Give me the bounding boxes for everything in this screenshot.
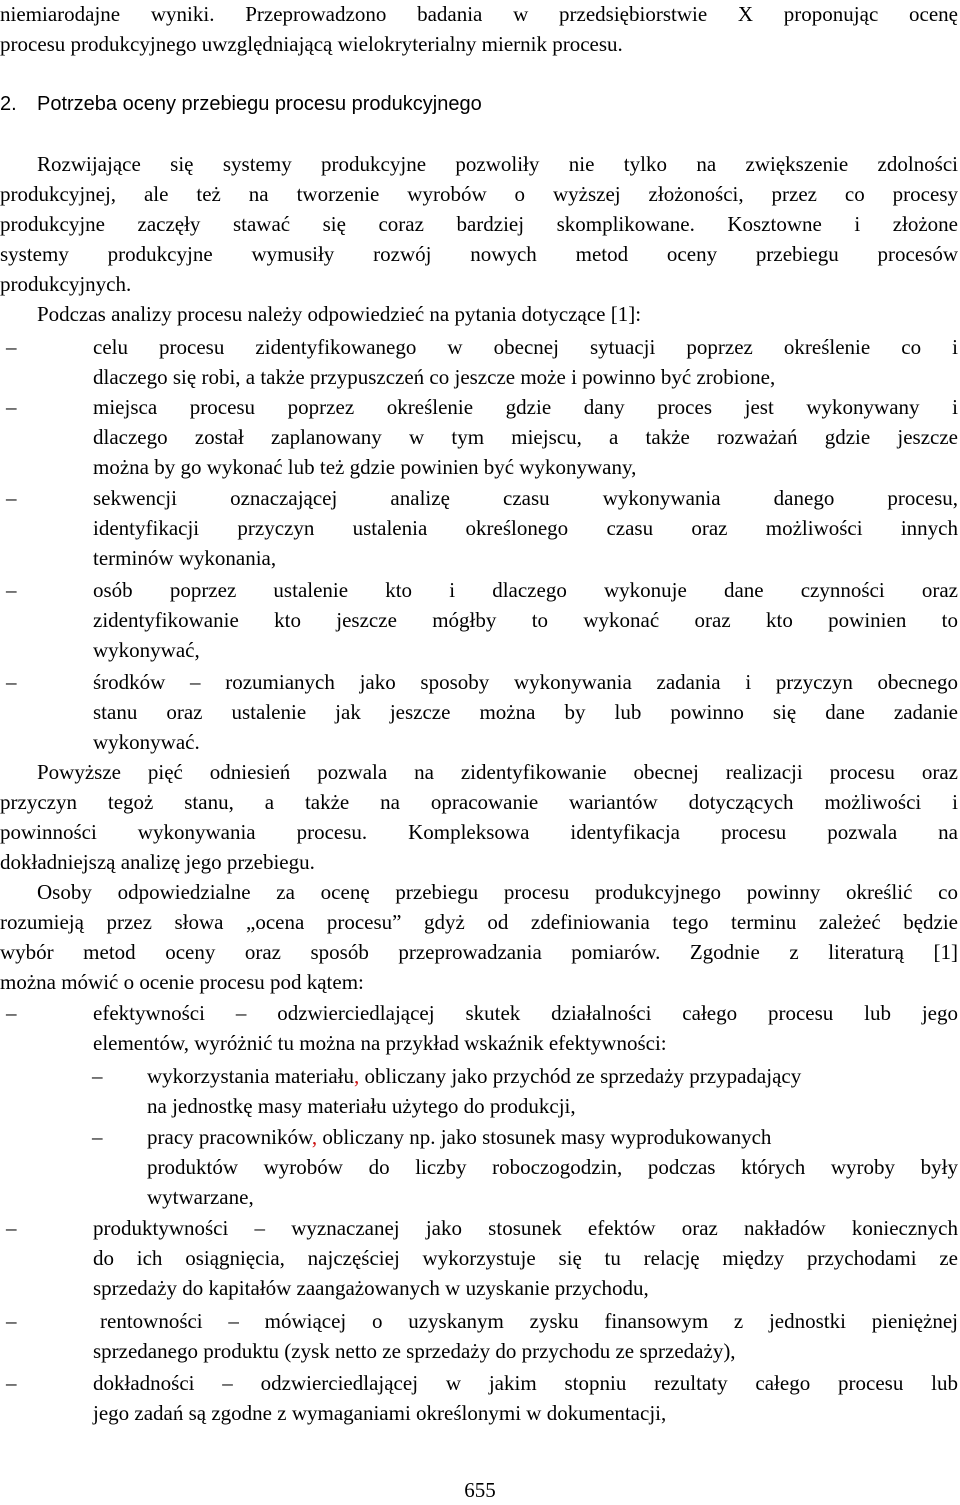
sublist-item-term: wykorzystania materiału: [147, 1064, 355, 1088]
sublist-item-line: na jednostkę masy materiału użytego do produkcji,: [147, 1094, 576, 1118]
paragraph-line: Powyższe pięć odniesień pozwala na zidentyfikowanie obecnej realizacji procesu oraz: [37, 760, 958, 784]
list-item-line: terminów wykonania,: [93, 546, 277, 570]
list-item-line: identyfikacji przyczyn ustalenia określonego czasu oraz możliwości innych: [93, 516, 958, 540]
paragraph-line: przyczyn tegoż stanu, a także na opracowanie wariantów dotyczących możliwości i: [0, 790, 958, 814]
paragraph-line: produkcyjne zaczęły stawać się coraz bardziej skomplikowane. Kosztowne i złożone: [0, 212, 958, 236]
list-item-line: zidentyfikowanie kto jeszcze mógłby to wykonać oraz kto powinien to: [93, 608, 958, 632]
highlighted-comma: ,: [354, 1064, 360, 1088]
paragraph-line: można mówić o ocenie procesu pod kątem:: [0, 970, 364, 994]
list-item-line: dlaczego się robi, a także przypuszczeń co jeszcze może i powinno być zrobione,: [93, 365, 776, 389]
list-item-line: sekwencji oznaczającej analizę czasu wykonywania danego procesu,: [93, 486, 958, 510]
paragraph-line: procesu produkcyjnego uwzględniającą wielokryterialny miernik procesu.: [0, 32, 623, 56]
paragraph-line: systemy produkcyjne wymusiły rozwój nowych metod oceny przebiegu procesów: [0, 242, 958, 266]
list-bullet: –: [6, 395, 17, 419]
list-bullet: –: [6, 670, 17, 694]
sublist-item-text: obliczany np. jako stosunek masy wyprodukowanych: [317, 1125, 772, 1149]
highlighted-comma: ,: [311, 1125, 318, 1149]
list-bullet: –: [6, 1216, 17, 1240]
sublist-item-line: produktów wyrobów do liczby roboczogodzin, podczas których wyroby były: [147, 1155, 958, 1179]
paragraph-line: produkcyjnych.: [0, 272, 132, 296]
list-item-line: stanu oraz ustalenie jak jeszcze można by lub powinno się dane zadanie: [93, 700, 958, 724]
paragraph-line: Rozwijające się systemy produkcyjne pozwoliły nie tylko na zwiększenie zdolności: [37, 152, 958, 176]
list-bullet: –: [6, 1371, 17, 1395]
list-item-line: produktywności – wyznaczanej jako stosunek efektów oraz nakładów koniecznych: [93, 1216, 958, 1240]
list-item-line: wykonywać,: [93, 638, 200, 662]
list-item-line: sprzedanego produktu (zysk netto ze sprzedaży do przychodu ze sprzedaży),: [93, 1339, 736, 1363]
paragraph-line: produkcyjnej, ale też na tworzenie wyrobów o wyższej złożoności, przez co procesy: [0, 182, 958, 206]
list-bullet: –: [6, 486, 17, 510]
paragraph-line: niemiarodajne wyniki. Przeprowadzono badania w przedsiębiorstwie X proponując ocenę: [0, 2, 958, 26]
list-bullet: –: [6, 1001, 17, 1025]
list-bullet: –: [6, 335, 17, 359]
list-item-line: celu procesu zidentyfikowanego w obecnej sytuacji poprzez określenie co i: [93, 335, 958, 359]
paragraph-line: Podczas analizy procesu należy odpowiedzieć na pytania dotyczące [1]:: [37, 302, 642, 326]
section-number: 2.: [0, 93, 17, 115]
paragraph-line: rozumieją przez słowa „ocena procesu” gdyż od zdefiniowania tego terminu zależeć będzie: [0, 910, 958, 934]
list-item-line: jego zadań są zgodne z wymaganiami określonymi w dokumentacji,: [93, 1401, 667, 1425]
sublist-item-line: [147, 1061, 958, 1091]
sublist-bullet: –: [92, 1125, 103, 1149]
list-item-line: można by go wykonać lub też gdzie powinien być wykonywany,: [93, 455, 637, 479]
list-item-line: rentowności – mówiącej o uzyskanym zysku finansowym z jednostki pieniężnej: [100, 1309, 958, 1333]
list-item-line: wykonywać.: [93, 730, 200, 754]
list-item-line: dokładności – odzwierciedlającej w jakim stopniu rezultaty całego procesu lub: [93, 1371, 958, 1395]
list-item-line: osób poprzez ustalenie kto i dlaczego wykonuje dane czynności oraz: [93, 578, 958, 602]
sublist-item-term: pracy pracowników: [147, 1125, 312, 1149]
paragraph-line: Osoby odpowiedzialne za ocenę przebiegu procesu produkcyjnego powinny określić co: [37, 880, 958, 904]
list-item-line: dlaczego został zaplanowany w tym miejscu, a także rozważań gdzie jeszcze: [93, 425, 958, 449]
paragraph-line: powinności wykonywania procesu. Kompleksowa identyfikacja procesu pozwala na: [0, 820, 958, 844]
sublist-item-line: [147, 1122, 958, 1152]
list-item-line: elementów, wyróżnić tu można na przykład wskaźnik efektywności:: [93, 1031, 667, 1055]
sublist-item-text: obliczany jako przychód ze sprzedaży przypadający: [359, 1064, 802, 1088]
list-bullet: –: [6, 578, 17, 602]
list-item-line: efektywności – odzwierciedlającej skutek działalności całego procesu lub jego: [93, 1001, 958, 1025]
list-bullet: –: [6, 1309, 17, 1333]
list-item-line: sprzedaży do kapitałów zaangażowanych w uzyskanie przychodu,: [93, 1276, 649, 1300]
section-title: Potrzeba oceny przebiegu procesu produkcyjnego: [37, 93, 482, 115]
list-item-line: środków – rozumianych jako sposoby wykonywania zadania i przyczyn obecnego: [93, 670, 958, 694]
list-item-line: do ich osiągnięcia, najczęściej wykorzystuje się tu relację między przychodami ze: [93, 1246, 958, 1270]
paragraph-line: dokładniejszą analizę jego przebiegu.: [0, 850, 315, 874]
sublist-bullet: –: [92, 1064, 103, 1088]
page-number: 655: [464, 1478, 496, 1502]
list-item-line: miejsca procesu poprzez określenie gdzie dany proces jest wykonywany i: [93, 395, 958, 419]
sublist-item-line: wytwarzane,: [147, 1185, 254, 1209]
paragraph-line: wybór metod oceny oraz sposób przeprowadzania pomiarów. Zgodnie z literaturą [1]: [0, 940, 958, 964]
